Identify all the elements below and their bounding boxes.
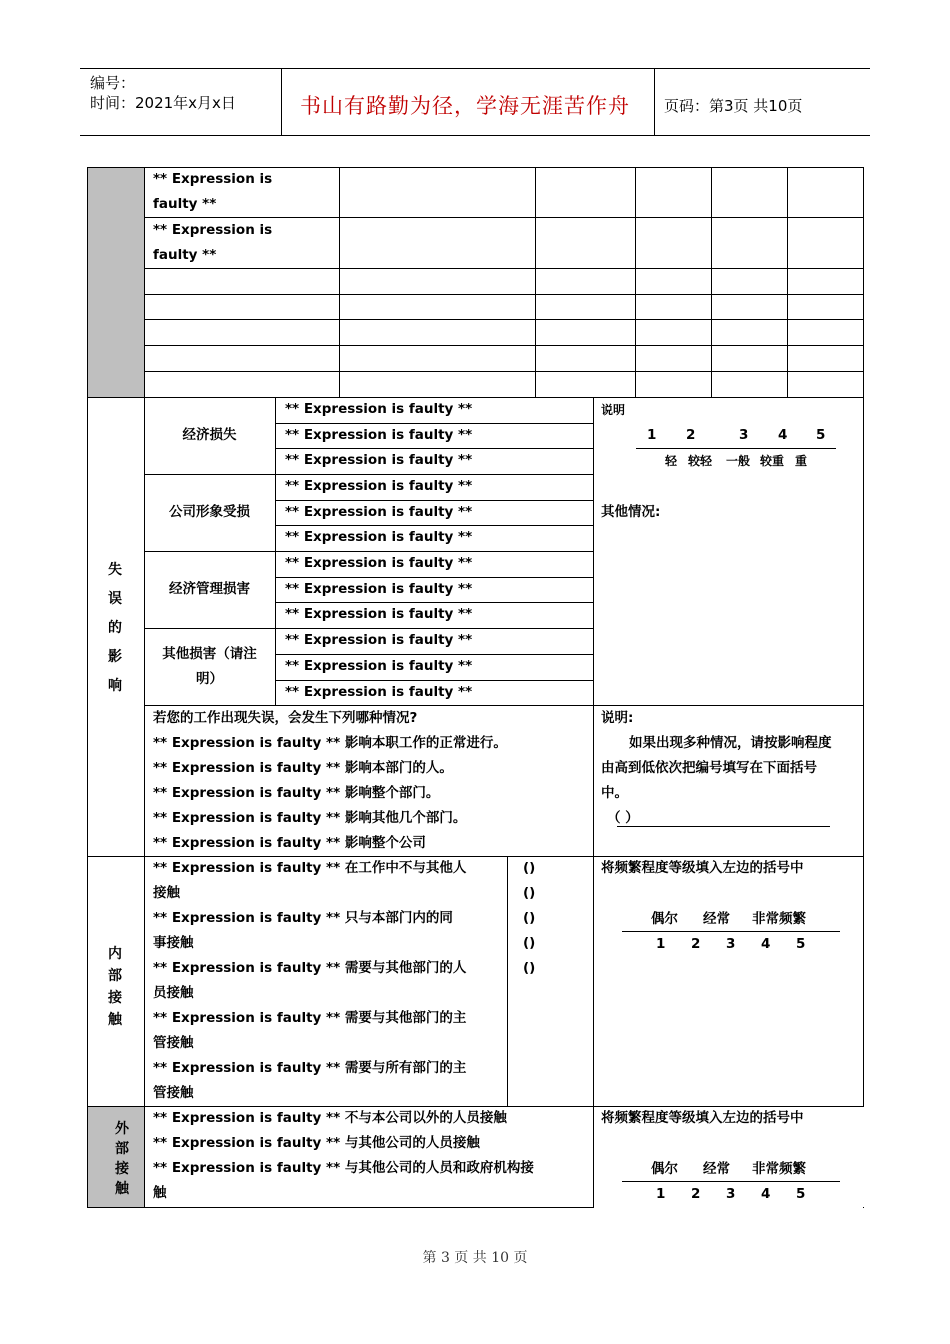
scale-word: 重 xyxy=(795,454,808,468)
impact-item: ** Expression is faulty ** xyxy=(285,427,473,443)
impact-item: ** Expression is faulty ** xyxy=(285,555,473,571)
section-rule xyxy=(87,397,864,398)
side-char: 部 xyxy=(108,968,122,984)
scale-number: 3 xyxy=(739,427,749,443)
impact-item: ** Expression is faulty ** xyxy=(285,478,473,494)
side-char: 影 xyxy=(108,649,122,665)
freq-number: 3 xyxy=(726,936,736,952)
impact-group-image-damage: 公司形象受损 xyxy=(169,504,250,520)
external-item: ** Expression is faulty ** 与其他公司的人员和政府机构接 xyxy=(153,1160,534,1176)
grid-line xyxy=(144,294,863,295)
side-char: 内 xyxy=(108,946,122,962)
impact-item: ** Expression is faulty ** xyxy=(285,504,473,520)
freq-number: 4 xyxy=(761,936,771,952)
header-bottom-rule xyxy=(80,135,870,136)
scale-word: 较重 xyxy=(760,454,785,468)
grid-line xyxy=(635,167,636,397)
impact-note-title: 说明 xyxy=(601,403,626,417)
side-char: 失 xyxy=(108,562,122,578)
grid-line xyxy=(144,268,863,269)
impact-item: ** Expression is faulty ** xyxy=(285,452,473,468)
page-footer: 第 3 页 共 10 页 xyxy=(422,1250,528,1266)
page-number-label: 页码：第3页 共10页 xyxy=(664,97,803,115)
frequency-bracket[interactable]: () xyxy=(523,860,536,876)
grid-line xyxy=(593,397,594,1208)
freq-word: 非常频繁 xyxy=(752,911,806,927)
expression-row-2-line2: faulty ** xyxy=(153,247,217,263)
frequency-bracket[interactable]: () xyxy=(523,960,536,976)
grid-line xyxy=(507,856,508,1106)
external-item: ** Expression is faulty ** 与其他公司的人员接触 xyxy=(153,1135,480,1151)
impact-group-economic-loss: 经济损失 xyxy=(182,427,237,443)
impact-group-other-line2: 明） xyxy=(196,671,223,687)
side-char: 的 xyxy=(108,620,122,636)
freq-number: 4 xyxy=(761,1186,771,1202)
impact-group-management-damage: 经济管理损害 xyxy=(169,581,250,597)
grid-line xyxy=(144,319,863,320)
side-char: 触 xyxy=(108,1012,122,1028)
question-note-line: 如果出现多种情况，请按影响程度 xyxy=(629,735,832,751)
internal-item: ** Expression is faulty ** 只与本部门内的同 xyxy=(153,910,453,926)
answer-bracket[interactable]: （ ） xyxy=(607,810,639,826)
impact-option: ** Expression is faulty ** 影响本部门的人。 xyxy=(153,760,453,776)
freq-word: 经常 xyxy=(703,1161,730,1177)
side-char: 接 xyxy=(108,990,122,1006)
frequency-bracket[interactable]: () xyxy=(523,935,536,951)
impact-option: ** Expression is faulty ** 影响其他几个部门。 xyxy=(153,810,467,826)
impact-group-other-line1: 其他损害（请注 xyxy=(162,646,257,662)
internal-item: ** Expression is faulty ** 在工作中不与其他人 xyxy=(153,860,467,876)
external-item: ** Expression is faulty ** 不与本公司以外的人员接触 xyxy=(153,1110,507,1126)
impact-item: ** Expression is faulty ** xyxy=(285,529,473,545)
freq-word: 偶尔 xyxy=(651,1161,678,1177)
scale-number: 1 xyxy=(647,427,657,443)
external-instruction: 将频繁程度等级填入左边的括号中 xyxy=(601,1110,804,1126)
frequency-bracket[interactable]: () xyxy=(523,910,536,926)
scale-number: 2 xyxy=(686,427,696,443)
side-char: 触 xyxy=(115,1181,129,1197)
grid-line xyxy=(144,371,863,372)
table-bottom-rule xyxy=(87,1207,593,1208)
scale-number: 5 xyxy=(816,427,826,443)
side-char: 部 xyxy=(115,1141,129,1157)
internal-item: 管接触 xyxy=(153,1085,194,1101)
impact-question: 若您的工作出现失误，会发生下列哪种情况? xyxy=(153,710,418,726)
frequency-bracket[interactable]: () xyxy=(523,885,536,901)
freq-word: 经常 xyxy=(703,911,730,927)
freq-number: 2 xyxy=(691,936,701,952)
other-situation-label: 其他情况: xyxy=(601,504,661,520)
impact-option: ** Expression is faulty ** 影响整个公司 xyxy=(153,835,426,851)
internal-item: ** Expression is faulty ** 需要与所有部门的主 xyxy=(153,1060,467,1076)
question-note-title: 说明: xyxy=(601,710,634,726)
impact-item: ** Expression is faulty ** xyxy=(285,606,473,622)
external-item-tail: 触 xyxy=(153,1185,167,1201)
grid-line xyxy=(144,345,863,346)
impact-side-label xyxy=(100,556,130,701)
doc-number-label: 编号： xyxy=(90,74,136,92)
external-side-label xyxy=(107,1119,137,1199)
impact-item: ** Expression is faulty ** xyxy=(285,658,473,674)
impact-item: ** Expression is faulty ** xyxy=(285,632,473,648)
freq-number: 1 xyxy=(656,1186,666,1202)
internal-item: 管接触 xyxy=(153,1035,194,1051)
internal-item: 员接触 xyxy=(153,985,194,1001)
impact-item: ** Expression is faulty ** xyxy=(285,401,473,417)
scale-word: 一般 xyxy=(726,454,751,468)
question-note-line: 中。 xyxy=(601,785,628,801)
internal-item: ** Expression is faulty ** 需要与其他部门的主 xyxy=(153,1010,467,1026)
freq-word: 偶尔 xyxy=(651,911,678,927)
freq-number: 2 xyxy=(691,1186,701,1202)
scale-word: 较轻 xyxy=(688,454,713,468)
side-char: 误 xyxy=(108,591,122,607)
expression-row-1-line2: faulty ** xyxy=(153,196,217,212)
answer-underline xyxy=(617,826,830,827)
header-top-rule xyxy=(80,68,870,69)
side-char: 响 xyxy=(108,678,122,694)
impact-option: ** Expression is faulty ** 影响整个部门。 xyxy=(153,785,440,801)
impact-item: ** Expression is faulty ** xyxy=(285,581,473,597)
table-edge-gap xyxy=(863,1106,864,1207)
grid-line xyxy=(711,167,712,397)
side-char: 外 xyxy=(115,1121,129,1137)
expression-row-2-line1: ** Expression is xyxy=(153,222,273,238)
internal-instruction: 将频繁程度等级填入左边的括号中 xyxy=(601,860,804,876)
freq-word: 非常频繁 xyxy=(752,1161,806,1177)
grid-line xyxy=(339,167,340,397)
freq-number: 5 xyxy=(796,1186,806,1202)
expression-row-1-line1: ** Expression is xyxy=(153,171,273,187)
freq-number: 1 xyxy=(656,936,666,952)
side-char: 接 xyxy=(115,1161,129,1177)
scale-number: 4 xyxy=(778,427,788,443)
header-motto: 书山有路勤为径，学海无涯苦作舟 xyxy=(300,94,630,118)
grid-line xyxy=(535,167,536,397)
grid-line xyxy=(787,167,788,397)
impact-item: ** Expression is faulty ** xyxy=(285,684,473,700)
freq-number: 3 xyxy=(726,1186,736,1202)
header-divider xyxy=(281,68,282,136)
freq-number: 5 xyxy=(796,936,806,952)
doc-date-label: 时间：2021年x月x日 xyxy=(90,94,236,112)
internal-item: 事接触 xyxy=(153,935,194,951)
internal-side-label xyxy=(100,943,130,1031)
scale-word: 轻 xyxy=(665,454,678,468)
question-note-line: 由高到低依次把编号填写在下面括号 xyxy=(601,760,817,776)
header-divider xyxy=(654,68,655,136)
impact-option: ** Expression is faulty ** 影响本职工作的正常进行。 xyxy=(153,735,507,751)
internal-item: 接触 xyxy=(153,885,180,901)
internal-item: ** Expression is faulty ** 需要与其他部门的人 xyxy=(153,960,467,976)
